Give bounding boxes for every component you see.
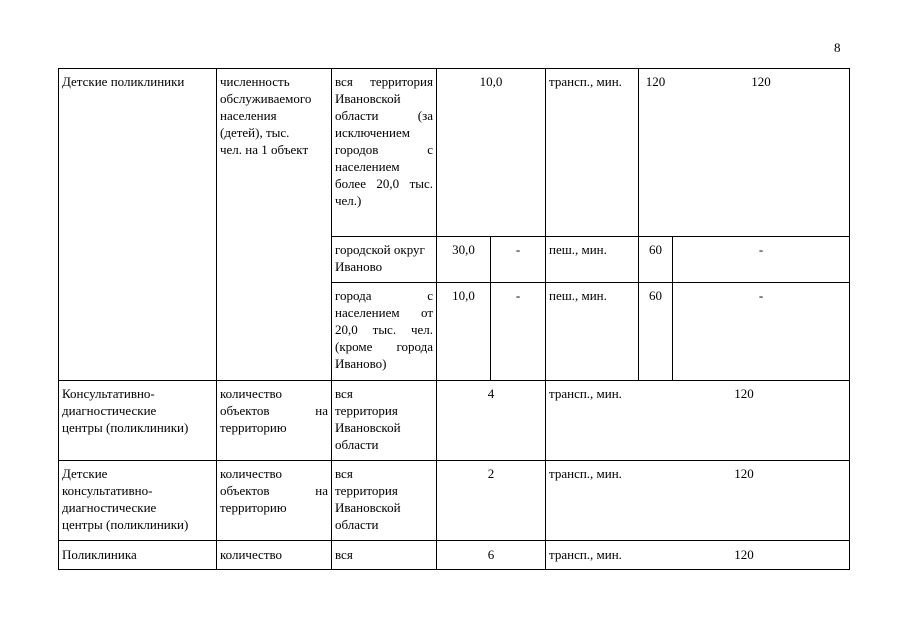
page-number: 8 (834, 40, 841, 55)
access-type: пеш., мин. (549, 288, 607, 303)
access-value: 120 (645, 74, 666, 89)
norm-value: 10,0 (452, 288, 475, 303)
column-divider (545, 68, 546, 570)
column-divider (436, 68, 437, 570)
table-border-right (849, 68, 850, 570)
territory-text: вся территория Ивановской области (за исключением городов с населением более 20,0 тыс. чел.) (335, 74, 433, 208)
row-divider (331, 282, 850, 283)
facility-name: Детские поликлиники (62, 74, 185, 89)
territory-text: городской округ Иваново (335, 242, 425, 274)
column-divider (331, 68, 332, 570)
facility-name: Консультативно- диагностические центры (поликлиники) (62, 386, 189, 435)
norm-value: 6 (487, 547, 495, 562)
table-border-top (58, 68, 850, 69)
access-type: трансп., мин. (549, 386, 622, 401)
access-value: 60 (649, 288, 662, 303)
territory-text: вся (335, 547, 353, 562)
access-value: 120 (734, 466, 754, 481)
norm-value: 2 (487, 466, 495, 481)
norm-value: 30,0 (452, 242, 475, 257)
access-type: трансп., мин. (549, 547, 622, 562)
row-divider (58, 540, 850, 541)
row-divider (58, 380, 850, 381)
norm-value: 4 (487, 386, 495, 401)
access-value: - (758, 242, 764, 257)
indicator-text: количество объектов на территорию (220, 466, 328, 515)
territory-text: вся территория Ивановской области (335, 386, 401, 452)
territory-text: вся территория Ивановской области (335, 466, 401, 532)
facility-name: Детские консультативно- диагностические центры (поликлиники) (62, 466, 189, 532)
access-value: 120 (734, 547, 754, 562)
indicator-text: количество объектов на территорию (220, 386, 328, 435)
access-type: трансп., мин. (549, 466, 622, 481)
access-value: 120 (751, 74, 771, 89)
territory-text: города с населением от 20,0 тыс. чел. (кроме города Иваново) (335, 288, 433, 371)
table-border-left (58, 68, 59, 570)
indicator-text: количество (220, 547, 283, 562)
facility-name: Поликлиника (62, 547, 137, 562)
access-value: - (758, 288, 764, 303)
access-type: пеш., мин. (549, 242, 607, 257)
row-divider (58, 460, 850, 461)
indicator-text: численность обслуживаемого населения (детей), тыс. чел. на 1 объект (220, 74, 312, 157)
norm-value: 10,0 (479, 74, 503, 89)
row-divider (331, 236, 850, 237)
table-border-bottom (58, 569, 850, 570)
access-value: 60 (649, 242, 662, 257)
norm-value: - (515, 242, 521, 257)
access-type: трансп., мин. (549, 74, 622, 89)
access-value: 120 (734, 386, 754, 401)
norm-value: - (515, 288, 521, 303)
column-divider (638, 68, 639, 380)
column-divider (216, 68, 217, 570)
